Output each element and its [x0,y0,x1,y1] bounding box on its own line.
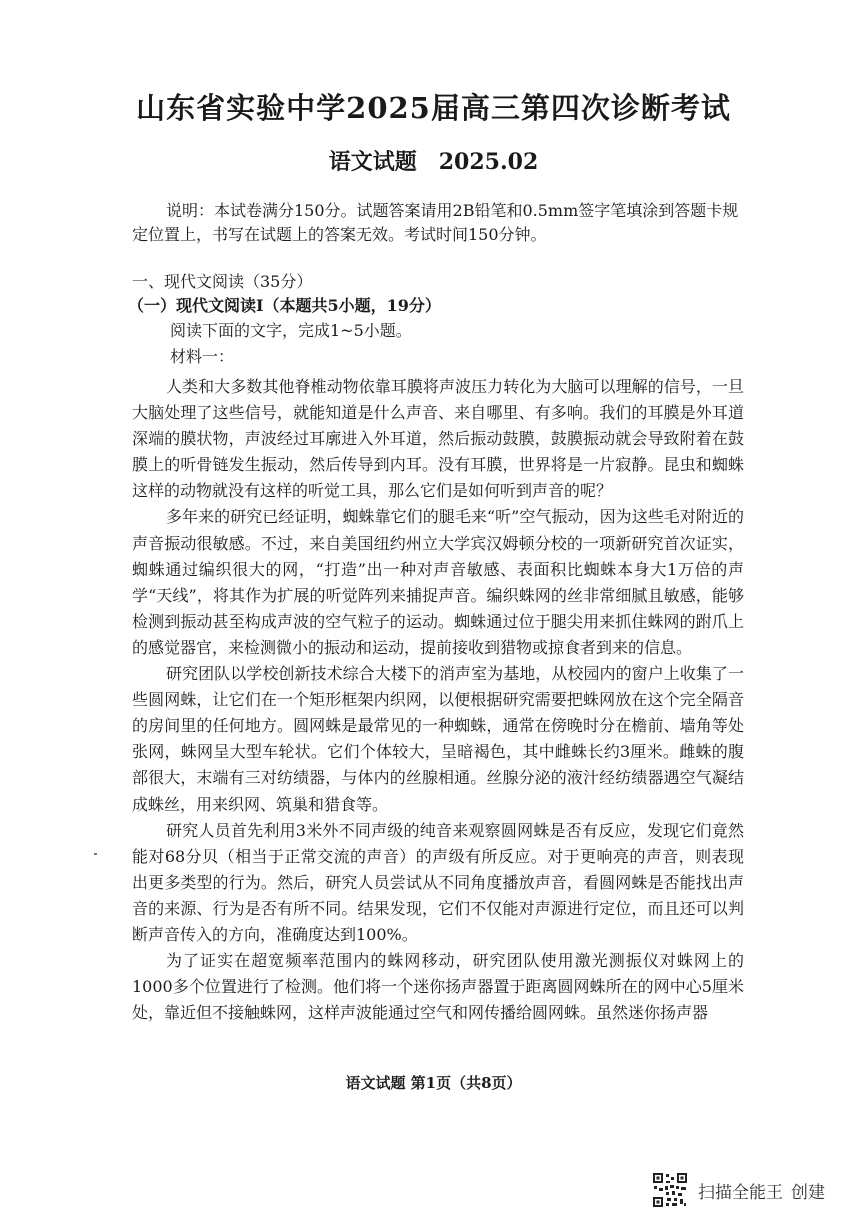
exam-subtitle [0,146,867,178]
material-label: 材料一： [170,347,235,366]
scanner-watermark [652,1172,825,1208]
exam-date: 2025.02 [438,149,539,175]
passage-paragraph-2: 多年来的研究已经证明，蜘蛛靠它们的腿毛来“听”空气振动，因为这些毛对附近的声音振动很敏感。不过，来自美国纽约州立大学宾汉姆顿分校的一项新研究首次证实，蜘蛛通过编织很大的网，“打造”出一种对声音敏感、表面积比蜘蛛本身大1万倍的声学“天线”，将其作为扩展的听觉阵列来捕捉声音。编织蛛网的丝非常细腻且敏感，能够检测到振动甚至构成声波的空气粒子的运动。蜘蛛通过位于腿尖用来抓住蛛网的跗爪上的感觉器官，来检测微小的振动和运动，提前接收到猎物或掠食者到来的信息。 [132,507,744,657]
exam-title: 山东省实验中学2025届高三第四次诊断考试 [136,91,731,125]
passage-paragraph-1: 人类和大多数其他脊椎动物依靠耳膜将声波压力转化为大脑可以理解的信号，一旦大脑处理了这些信号，就能知道是什么声音、来自哪里、有多响。我们的耳膜是外耳道深端的膜状物，声波经过耳廓进入外耳道，然后振动鼓膜，鼓膜振动就会导致附着在鼓膜上的听骨链发生振动，然后传导到内耳。没有耳膜，世界将是一片寂静。昆虫和蜘蛛这样的动物就没有这样的听觉工具，那么它们是如何听到声音的呢？ [132,377,744,501]
passage-paragraph-3: 研究团队以学校创新技术综合大楼下的消声室为基地，从校园内的窗户上收集了一些圆网蛛，让它们在一个矩形框架内织网，以便根据研究需要把蛛网放在这个完全隔音的房间里的任何地方。圆网蛛是最常见的一种蜘蛛，通常在傍晚时分在檐前、墙角等处张网，蛛网呈大型车轮状。它们个体较大，呈暗褐色，其中雌蛛长约3厘米。雌蛛的腹部很大，末端有三对纺绩器，与体内的丝腺相通。丝腺分泌的液汁经纺绩器遇空气凝结成蛛丝，用来织网、筑巢和猎食等。 [132,664,744,814]
sub-section-heading: （一）现代文阅读Ⅰ（本题共5小题，19分） [128,296,441,315]
read-instruction: 阅读下面的文字，完成1~5小题。 [170,321,412,340]
exam-instructions: 说明：本试卷满分150分。试题答案请用2B铅笔和0.5mm签字笔填涂到答题卡规定位置上，书写在试题上的答案无效。考试时间150分钟。 [132,201,739,244]
page-footer: 语文试题 第1页（共8页） [345,1074,522,1092]
subject-label: 语文试题 [328,149,417,175]
section-heading: 一、现代文阅读（35分） [132,272,313,291]
watermark-app-name: 扫描全能王 [698,1182,783,1203]
watermark-action: 创建 [791,1182,825,1203]
passage-paragraph-4: 研究人员首先利用3米外不同声级的纯音来观察圆网蛛是否有反应，发现它们竟然能对68分贝（相当于正常交流的声音）的声级有所反应。对于更响亮的声音，则表现出更多类型的行为。然后，研究人员尝试从不同角度播放声音，看圆网蛛是否能找出声音的来源、行为是否有所不同。结果发现，它们不仅能对声源进行定位，而且还可以判断声音传入的方向，准确度达到100%。 [132,820,744,944]
passage-body [132,374,744,1026]
scan-speck [94,853,97,855]
qr-code-icon [652,1172,688,1208]
passage-paragraph-5: 为了证实在超宽频率范围内的蛛网移动，研究团队使用激光测振仪对蛛网上的1000多个位置进行了检测。他们将一个迷你扬声器置于距离圆网蛛所在的网中心5厘米处，靠近但不接触蛛网，这样声波能通过空气和网传播给圆网蛛。虽然迷你扬声器 [132,951,744,1023]
